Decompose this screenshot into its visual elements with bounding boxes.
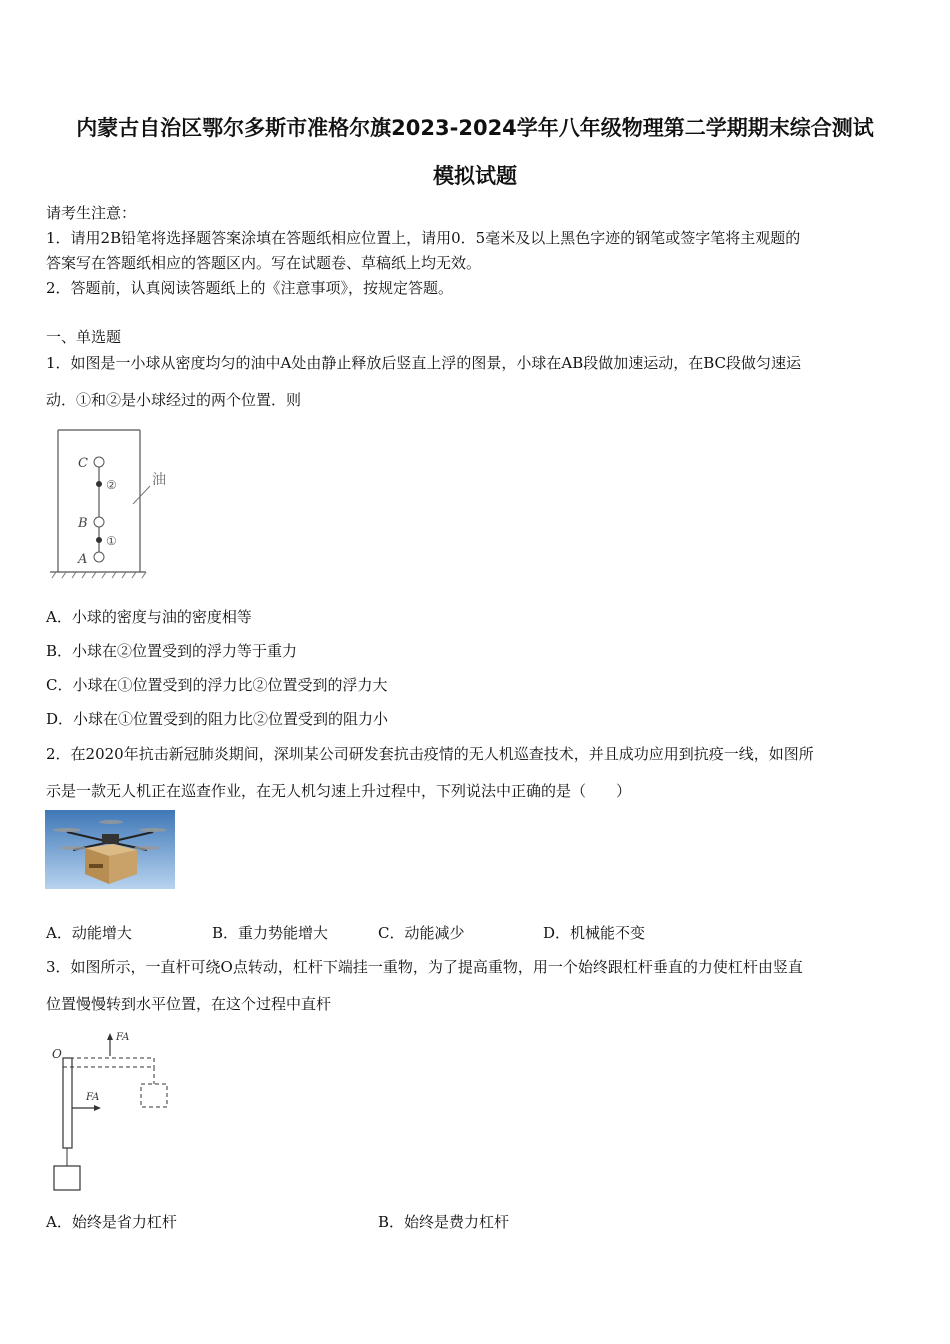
q2-stem: 2．在2020年抗击新冠肺炎期间，深圳某公司研发套抗击疫情的无人机巡查技术，并且成功应用到抗疫一线，如图所 xyxy=(46,745,814,763)
page-title: 内蒙古自治区鄂尔多斯市准格尔旗2023-2024学年八年级物理第二学期期末综合测试 xyxy=(76,116,874,140)
q1-stem: 1．如图是一小球从密度均匀的油中A处由静止释放后竖直上浮的图景，小球在AB段做加速运动，在BC段做匀速运 xyxy=(46,354,802,372)
drone-photo xyxy=(45,810,175,889)
label-a: A xyxy=(78,552,88,567)
mark-1: ① xyxy=(106,534,117,548)
force-side-label: FA xyxy=(86,1092,100,1103)
q2-option-c: C．动能减少 xyxy=(378,924,465,942)
ball-b xyxy=(94,517,104,527)
q3-option-a: A．始终是省力杠杆 xyxy=(46,1213,177,1231)
q1-stem-cont: 动．①和②是小球经过的两个位置．则 xyxy=(46,391,302,409)
q3-figure xyxy=(46,1026,176,1194)
q3-stem: 3．如图所示，一直杆可绕O点转动，杠杆下端挂一重物，为了提高重物，用一个始终跟杠杆垂直的力使杠杆由竖直 xyxy=(46,958,803,976)
q2-option-d: D．机械能不变 xyxy=(543,924,646,942)
ball-a xyxy=(94,552,104,562)
q3-stem-cont: 位置慢慢转到水平位置，在这个过程中直杆 xyxy=(46,995,332,1013)
mark-2: ② xyxy=(106,478,117,492)
force-top-label: FA xyxy=(116,1032,130,1043)
q1-option-d: D．小球在①位置受到的阻力比②位置受到的阻力小 xyxy=(46,710,389,728)
label-c: C xyxy=(78,456,88,471)
notice-item-1: 1．请用2B铅笔将选择题答案涂填在答题纸相应位置上，请用0．5毫米及以上黑色字迹的钢笔或签字笔将主观题的 xyxy=(46,229,801,247)
q3-option-b: B．始终是费力杠杆 xyxy=(378,1213,510,1231)
section-heading: 一、单选题 xyxy=(46,328,122,346)
page-title-line2: 模拟试题 xyxy=(433,164,517,188)
notice-heading: 请考生注意： xyxy=(46,204,137,222)
q1-option-c: C．小球在①位置受到的浮力比②位置受到的浮力大 xyxy=(46,676,388,694)
ball-c xyxy=(94,457,104,467)
oil-label: 油 xyxy=(152,472,166,488)
label-o: O xyxy=(52,1047,62,1061)
label-b: B xyxy=(78,516,88,531)
q2-stem-cont: 示是一款无人机正在巡查作业，在无人机匀速上升过程中，下列说法中正确的是（ ） xyxy=(46,782,632,800)
notice-item-1-cont: 答案写在答题纸相应的答题区内。写在试题卷、草稿纸上均无效。 xyxy=(46,254,482,272)
q1-option-b: B．小球在②位置受到的浮力等于重力 xyxy=(46,642,298,660)
q1-option-a: A．小球的密度与油的密度相等 xyxy=(46,608,252,626)
notice-item-2: 2．答题前，认真阅读答题纸上的《注意事项》，按规定答题。 xyxy=(46,279,454,297)
q2-option-a: A．动能增大 xyxy=(46,924,132,942)
q1-figure xyxy=(46,426,176,582)
q2-option-b: B．重力势能增大 xyxy=(212,924,329,942)
